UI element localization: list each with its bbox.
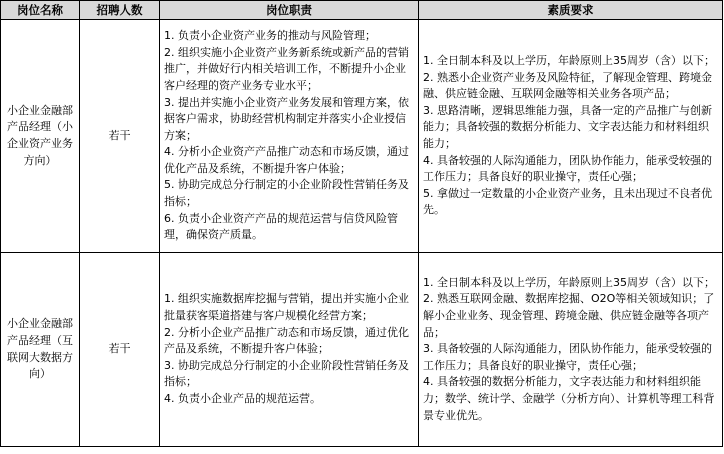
position-cell: 小企业金融部产品经理（互联网大数据方向） <box>1 253 80 447</box>
header-requirements: 素质要求 <box>419 1 723 20</box>
duty-item: 4. 负责小企业产品的规范运营。 <box>164 391 321 405</box>
header-row <box>1 1 723 20</box>
requirement-item: 3. 具备较强的人际沟通能力，团队协作能力，能承受较强的工作压力；具备良好的职业操守，责任心强； <box>423 342 712 372</box>
duty-item: 1. 组织实施数据库挖掘与营销，提出并实施小企业批量获客渠道搭建与客户规模化经营方案； <box>164 292 409 323</box>
duties-cell <box>160 20 419 253</box>
header-count: 招聘人数 <box>80 1 160 20</box>
duty-item: 3. 提出并实施小企业资产业务发展和管理方案，依据客户需求，协助经营机构制定并落实小企业授信方案； <box>164 95 409 142</box>
count-cell: 若干 <box>80 20 160 253</box>
requirements-cell <box>419 20 723 253</box>
requirement-item: 5. 拿做过一定数量的小企业资产业务，且未出现过不良者优先。 <box>423 186 712 217</box>
position-cell: 小企业金融部产品经理（小企业资产业务方向） <box>1 20 80 253</box>
requirement-item: 1. 全日制本科及以上学历，年龄原则上35周岁（含）以下； <box>423 54 715 68</box>
requirement-item: 2. 熟悉小企业资产业务及风险特征，了解现金管理、跨境金融、供应链金融、互联网金融等相关业务各项产品； <box>423 70 712 101</box>
table-row <box>1 20 723 253</box>
requirement-item: 2. 熟悉互联网金融、数据库挖掘、O2O等相关领域知识；了解小企业业务、现金管理、跨境金融、供应链金融等各项产品； <box>423 292 715 339</box>
duty-item: 1. 负责小企业资产业务的推动与风险管理； <box>164 29 376 43</box>
requirement-item: 3. 思路清晰，逻辑思维能力强，具备一定的产品推广与创新能力；具备较强的数据分析能力、文字表达能力和材料组织能力； <box>423 103 712 150</box>
duty-item: 4. 分析小企业资产产品推广动态和市场反馈，通过优化产品及系统，不断提升客户体验； <box>164 145 409 175</box>
requirement-item: 4. 具备较强的数据分析能力，文字表达能力和材料组织能力；数学、统计学、金融学（分析方向）、计算机等理工科背景专业优先。 <box>423 375 715 422</box>
duty-item: 2. 分析小企业产品推广动态和市场反馈，通过优化产品及系统，不断提升客户体验； <box>164 325 409 356</box>
count-cell: 若干 <box>80 253 160 447</box>
requirement-item: 1. 全日制本科及以上学历，年龄原则上35周岁（含）以下； <box>423 275 715 289</box>
duties-cell <box>160 253 419 447</box>
duty-item: 5. 协助完成总分行制定的小企业阶段性营销任务及指标； <box>164 178 409 209</box>
header-duties: 岗位职责 <box>160 1 419 20</box>
requirement-item: 4. 具备较强的人际沟通能力，团队协作能力，能承受较强的工作压力；具备良好的职业操守，责任心强； <box>423 153 712 184</box>
requirements-cell <box>419 253 723 447</box>
duty-item: 6. 负责小企业资产产品的规范运营与信贷风险管理，确保资产质量。 <box>164 211 398 242</box>
header-position: 岗位名称 <box>1 1 80 20</box>
duty-item: 3. 协助完成总分行制定的小企业阶段性营销任务及指标； <box>164 358 409 389</box>
duty-item: 2. 组织实施小企业资产业务新系统或新产品的营销推广，并做好行内相关培训工作，不断提升小企业客户经理的资产业务专业水平； <box>164 45 409 92</box>
table-row <box>1 253 723 447</box>
